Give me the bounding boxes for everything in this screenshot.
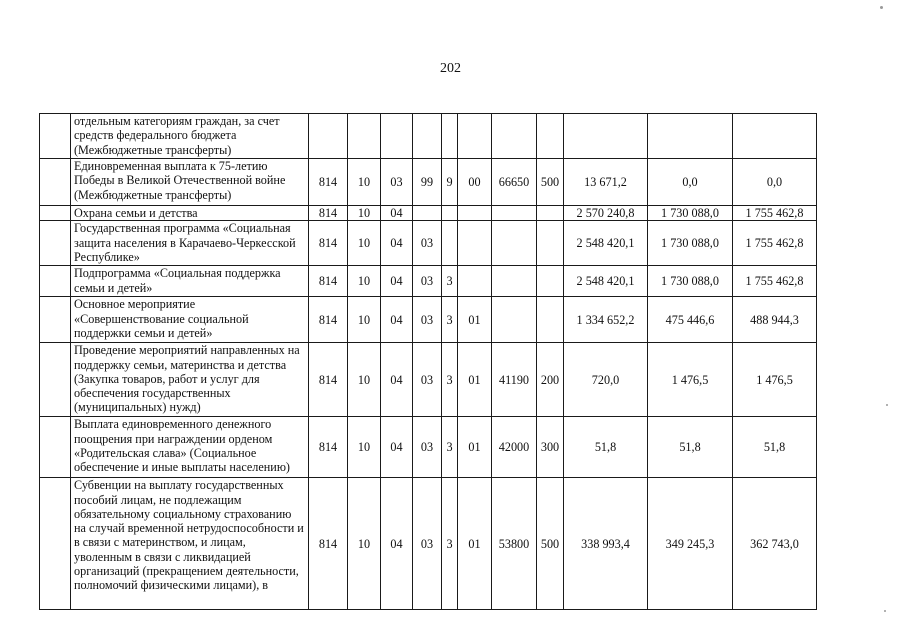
csr-event-cell — [458, 206, 492, 221]
sum-2020-cell: 2 548 420,1 — [564, 266, 648, 297]
name-cell: Единовременная выплата к 75-летию Победы в Великой Отечественной войне (Межбюджетные трансферты) — [71, 159, 309, 206]
table-row — [40, 206, 817, 221]
csr-direction-cell: 41190 — [492, 343, 537, 417]
sum-2020-cell: 2 548 420,1 — [564, 221, 648, 266]
sum-2022-cell: 51,8 — [733, 417, 817, 478]
row-marker-cell — [40, 266, 71, 297]
csr-event-cell: 01 — [458, 417, 492, 478]
sum-2020-cell: 1 334 652,2 — [564, 297, 648, 343]
pr-cell: 04 — [381, 417, 413, 478]
csr-subprogram-cell — [442, 221, 458, 266]
ved-cell — [309, 114, 348, 159]
row-marker-cell — [40, 343, 71, 417]
csr-program-cell: 03 — [413, 343, 442, 417]
pr-cell: 04 — [381, 206, 413, 221]
csr-program-cell: 03 — [413, 417, 442, 478]
sum-2022-cell: 1 755 462,8 — [733, 266, 817, 297]
ved-cell: 814 — [309, 159, 348, 206]
csr-subprogram-cell: 3 — [442, 478, 458, 610]
name-cell: Выплата единовременного денежного поощрения при награждении орденом «Родительская слава» (Социальное обеспечение и иные выплаты населению) — [71, 417, 309, 478]
sum-2021-cell: 475 446,6 — [648, 297, 733, 343]
csr-direction-cell — [492, 266, 537, 297]
csr-direction-cell: 66650 — [492, 159, 537, 206]
scan-speck — [886, 404, 888, 406]
sum-2021-cell — [648, 114, 733, 159]
sum-2022-cell — [733, 114, 817, 159]
pr-cell: 04 — [381, 343, 413, 417]
vr-cell: 500 — [537, 159, 564, 206]
row-marker-cell — [40, 221, 71, 266]
vr-cell: 200 — [537, 343, 564, 417]
sum-2020-cell: 338 993,4 — [564, 478, 648, 610]
csr-event-cell — [458, 266, 492, 297]
csr-subprogram-cell: 3 — [442, 343, 458, 417]
csr-event-cell: 01 — [458, 297, 492, 343]
csr-program-cell: 99 — [413, 159, 442, 206]
scan-speck — [884, 610, 886, 612]
sum-2021-cell: 0,0 — [648, 159, 733, 206]
csr-program-cell: 03 — [413, 266, 442, 297]
rz-cell: 10 — [348, 343, 381, 417]
csr-direction-cell — [492, 206, 537, 221]
ved-cell: 814 — [309, 343, 348, 417]
pr-cell: 03 — [381, 159, 413, 206]
vr-cell — [537, 266, 564, 297]
csr-program-cell: 03 — [413, 478, 442, 610]
pr-cell: 04 — [381, 478, 413, 610]
csr-subprogram-cell: 3 — [442, 297, 458, 343]
table-row — [40, 478, 817, 610]
ved-cell: 814 — [309, 206, 348, 221]
budget-table — [39, 113, 817, 610]
rz-cell: 10 — [348, 297, 381, 343]
csr-event-cell: 00 — [458, 159, 492, 206]
table-row — [40, 114, 817, 159]
csr-direction-cell: 53800 — [492, 478, 537, 610]
csr-event-cell — [458, 221, 492, 266]
pr-cell: 04 — [381, 297, 413, 343]
sum-2021-cell: 51,8 — [648, 417, 733, 478]
sum-2021-cell: 1 476,5 — [648, 343, 733, 417]
sum-2022-cell: 488 944,3 — [733, 297, 817, 343]
csr-event-cell: 01 — [458, 343, 492, 417]
vr-cell: 500 — [537, 478, 564, 610]
csr-program-cell: 03 — [413, 297, 442, 343]
name-cell: отдельным категориям граждан, за счет средств федерального бюджета (Межбюджетные трансферты) — [71, 114, 309, 159]
csr-subprogram-cell — [442, 114, 458, 159]
row-marker-cell — [40, 206, 71, 221]
vr-cell — [537, 206, 564, 221]
vr-cell — [537, 114, 564, 159]
sum-2022-cell: 0,0 — [733, 159, 817, 206]
sum-2021-cell: 1 730 088,0 — [648, 221, 733, 266]
name-cell: Основное мероприятие «Совершенствование социальной поддержки семьи и детей» — [71, 297, 309, 343]
pr-cell — [381, 114, 413, 159]
ved-cell: 814 — [309, 266, 348, 297]
budget-table-body — [40, 114, 817, 610]
sum-2021-cell: 349 245,3 — [648, 478, 733, 610]
table-row — [40, 297, 817, 343]
page-number: 202 — [440, 61, 461, 76]
csr-event-cell — [458, 114, 492, 159]
table-row — [40, 159, 817, 206]
ved-cell: 814 — [309, 417, 348, 478]
csr-program-cell: 03 — [413, 221, 442, 266]
rz-cell: 10 — [348, 206, 381, 221]
ved-cell: 814 — [309, 221, 348, 266]
row-marker-cell — [40, 297, 71, 343]
pr-cell: 04 — [381, 221, 413, 266]
csr-subprogram-cell: 9 — [442, 159, 458, 206]
sum-2022-cell: 1 755 462,8 — [733, 206, 817, 221]
ved-cell: 814 — [309, 297, 348, 343]
table-row — [40, 343, 817, 417]
sum-2020-cell: 2 570 240,8 — [564, 206, 648, 221]
name-cell: Проведение мероприятий направленных на поддержку семьи, материнства и детства (Закупка товаров, работ и услуг для обеспечения государственных (муниципальных) нужд) — [71, 343, 309, 417]
csr-subprogram-cell — [442, 206, 458, 221]
sum-2021-cell: 1 730 088,0 — [648, 266, 733, 297]
name-cell: Субвенции на выплату государственных пособий лицам, не подлежащим обязательному социальному страхованию на случай временной нетрудоспособности и в связи с материнством, и лицам, уволенным в связи с ликвидацией организаций (прекращением деятельности, полномочий физическими лицами), в — [71, 478, 309, 610]
csr-direction-cell — [492, 114, 537, 159]
table-row — [40, 221, 817, 266]
csr-direction-cell — [492, 221, 537, 266]
sum-2022-cell: 1 476,5 — [733, 343, 817, 417]
sum-2022-cell: 1 755 462,8 — [733, 221, 817, 266]
csr-subprogram-cell: 3 — [442, 417, 458, 478]
vr-cell: 300 — [537, 417, 564, 478]
sum-2020-cell: 13 671,2 — [564, 159, 648, 206]
csr-program-cell — [413, 114, 442, 159]
vr-cell — [537, 297, 564, 343]
table-row — [40, 266, 817, 297]
row-marker-cell — [40, 159, 71, 206]
rz-cell: 10 — [348, 478, 381, 610]
row-marker-cell — [40, 478, 71, 610]
csr-direction-cell — [492, 297, 537, 343]
sum-2020-cell — [564, 114, 648, 159]
vr-cell — [537, 221, 564, 266]
row-marker-cell — [40, 114, 71, 159]
csr-direction-cell: 42000 — [492, 417, 537, 478]
table-row — [40, 417, 817, 478]
csr-event-cell: 01 — [458, 478, 492, 610]
name-cell: Подпрограмма «Социальная поддержка семьи и детей» — [71, 266, 309, 297]
csr-subprogram-cell: 3 — [442, 266, 458, 297]
sum-2020-cell: 720,0 — [564, 343, 648, 417]
rz-cell: 10 — [348, 417, 381, 478]
sum-2020-cell: 51,8 — [564, 417, 648, 478]
rz-cell — [348, 114, 381, 159]
scan-speck — [880, 6, 883, 9]
rz-cell: 10 — [348, 221, 381, 266]
name-cell: Государственная программа «Социальная защита населения в Карачаево-Черкесской Республике» — [71, 221, 309, 266]
sum-2022-cell: 362 743,0 — [733, 478, 817, 610]
pr-cell: 04 — [381, 266, 413, 297]
rz-cell: 10 — [348, 159, 381, 206]
sum-2021-cell: 1 730 088,0 — [648, 206, 733, 221]
name-cell: Охрана семьи и детства — [71, 206, 309, 221]
ved-cell: 814 — [309, 478, 348, 610]
row-marker-cell — [40, 417, 71, 478]
csr-program-cell — [413, 206, 442, 221]
rz-cell: 10 — [348, 266, 381, 297]
